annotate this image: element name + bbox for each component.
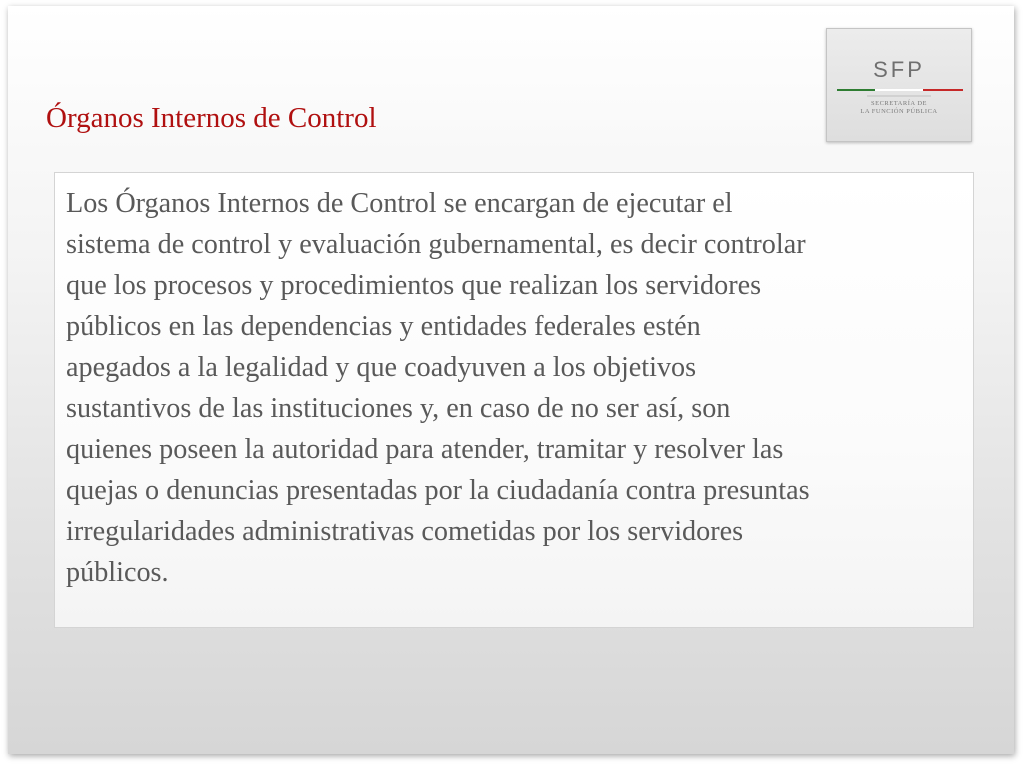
body-line-10: públicos. — [66, 557, 169, 588]
body-line-3: que los procesos y procedimientos que realizan los servidores — [66, 270, 762, 301]
body-line-1: Los Órganos Internos de Control se encargan de ejecutar el — [66, 188, 733, 219]
content-box — [54, 172, 974, 628]
body-line-8: quejas o denuncias presentadas por la ciudadanía contra presuntas — [66, 475, 810, 506]
slide-title: Órganos Internos de Control — [46, 102, 377, 134]
logo-line-1: SECRETARÍA DE — [871, 100, 927, 107]
slide — [8, 6, 1014, 754]
logo-acronym: SFP — [873, 57, 925, 82]
body-line-6: sustantivos de las instituciones y, en caso de no ser así, son — [66, 393, 731, 424]
sfp-logo — [826, 28, 972, 142]
body-line-4: públicos en las dependencias y entidades federales estén — [66, 311, 701, 342]
body-line-2: sistema de control y evaluación gubernamental, es decir controlar — [66, 229, 806, 260]
body-paragraph — [66, 183, 965, 593]
body-line-5: apegados a la legalidad y que coadyuven a los objetivos — [66, 352, 697, 383]
body-line-9: irregularidades administrativas cometidas por los servidores — [66, 516, 744, 547]
body-line-7: quienes poseen la autoridad para atender, tramitar y resolver las — [66, 434, 784, 465]
logo-line-2: LA FUNCIÓN PÚBLICA — [860, 108, 938, 115]
logo-flag-stripe-icon — [827, 29, 971, 141]
